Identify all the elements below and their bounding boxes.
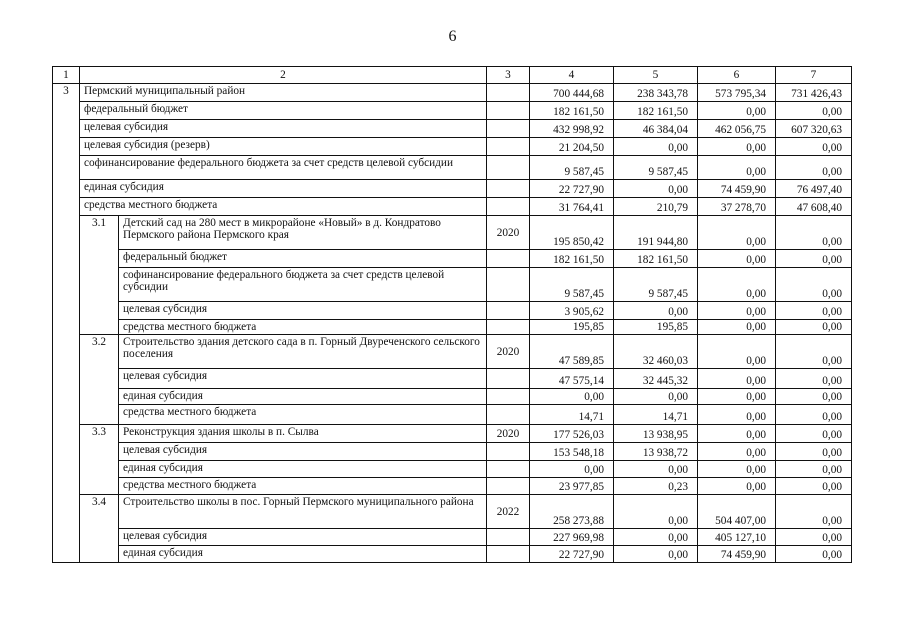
value-cell-v5: 191 944,80 — [614, 216, 698, 250]
value-cell-v5: 32 445,32 — [614, 369, 698, 389]
value-cell-v5: 0,00 — [614, 461, 698, 478]
value-cell-v7: 0,00 — [776, 156, 852, 180]
value-cell-v5: 13 938,72 — [614, 443, 698, 461]
value-cell-v5: 46 384,04 — [614, 120, 698, 138]
value-cell-v7: 76 497,40 — [776, 180, 852, 198]
funding-source-label: софинансирование федерального бюджета за счет средств целевой субсидии — [119, 268, 487, 302]
value-cell-v6: 0,00 — [698, 156, 776, 180]
section-source-row — [53, 198, 852, 216]
year-cell — [487, 250, 530, 268]
value-cell-v4: 195,85 — [530, 320, 614, 335]
header-cell: 1 — [53, 67, 80, 84]
value-cell-v4: 14,71 — [530, 405, 614, 425]
value-cell-v7: 731 426,43 — [776, 84, 852, 102]
section-source-row — [53, 102, 852, 120]
value-cell-v4: 177 526,03 — [530, 425, 614, 443]
year-cell — [487, 120, 530, 138]
header-cell: 2 — [80, 67, 487, 84]
value-cell-v6: 0,00 — [698, 138, 776, 156]
value-cell-v6: 0,00 — [698, 320, 776, 335]
value-cell-v5: 0,00 — [614, 529, 698, 546]
subsection-title-row — [53, 216, 852, 250]
year-cell — [487, 138, 530, 156]
budget-table — [52, 66, 852, 563]
value-cell-v7: 0,00 — [776, 495, 852, 529]
value-cell-v6: 37 278,70 — [698, 198, 776, 216]
subsection-source-row — [53, 250, 852, 268]
funding-source-label: целевая субсидия (резерв) — [80, 138, 487, 156]
funding-source-label: целевая субсидия — [119, 529, 487, 546]
value-cell-v5: 0,00 — [614, 302, 698, 320]
subsection-title-row — [53, 495, 852, 529]
subsection-source-row — [53, 320, 852, 335]
funding-source-label: целевая субсидия — [119, 443, 487, 461]
year-cell — [487, 461, 530, 478]
value-cell-v7: 0,00 — [776, 335, 852, 369]
value-cell-v7: 0,00 — [776, 529, 852, 546]
value-cell-v5: 0,00 — [614, 180, 698, 198]
year-cell: 2020 — [487, 335, 530, 369]
value-cell-v6: 0,00 — [698, 302, 776, 320]
value-cell-v7: 607 320,63 — [776, 120, 852, 138]
year-cell — [487, 156, 530, 180]
subsection-source-row — [53, 546, 852, 563]
value-cell-v6: 504 407,00 — [698, 495, 776, 529]
value-cell-v6: 0,00 — [698, 405, 776, 425]
value-cell-v5: 0,00 — [614, 495, 698, 529]
value-cell-v6: 0,00 — [698, 369, 776, 389]
year-cell — [487, 405, 530, 425]
funding-source-label: софинансирование федерального бюджета за счет средств целевой субсидии — [80, 156, 487, 180]
value-cell-v7: 0,00 — [776, 443, 852, 461]
value-cell-v7: 0,00 — [776, 546, 852, 563]
header-cell: 4 — [530, 67, 614, 84]
value-cell-v4: 700 444,68 — [530, 84, 614, 102]
value-cell-v4: 0,00 — [530, 389, 614, 405]
section-source-row — [53, 120, 852, 138]
year-cell — [487, 180, 530, 198]
subsection-source-row — [53, 369, 852, 389]
year-cell: 2020 — [487, 216, 530, 250]
value-cell-v7: 0,00 — [776, 389, 852, 405]
value-cell-v4: 22 727,90 — [530, 180, 614, 198]
value-cell-v7: 0,00 — [776, 405, 852, 425]
year-cell — [487, 102, 530, 120]
value-cell-v6: 74 459,90 — [698, 180, 776, 198]
value-cell-v7: 0,00 — [776, 425, 852, 443]
value-cell-v7: 0,00 — [776, 268, 852, 302]
subsection-index: 3.3 — [80, 425, 119, 495]
subsection-source-row — [53, 389, 852, 405]
value-cell-v7: 0,00 — [776, 461, 852, 478]
value-cell-v5: 210,79 — [614, 198, 698, 216]
value-cell-v5: 195,85 — [614, 320, 698, 335]
subsection-source-row — [53, 461, 852, 478]
budget-table-container — [52, 66, 852, 563]
funding-source-label: федеральный бюджет — [80, 102, 487, 120]
subsection-title-row — [53, 335, 852, 369]
value-cell-v6: 0,00 — [698, 335, 776, 369]
value-cell-v4: 153 548,18 — [530, 443, 614, 461]
funding-source-label: единая субсидия — [80, 180, 487, 198]
year-cell: 2020 — [487, 425, 530, 443]
funding-source-label: средства местного бюджета — [80, 198, 487, 216]
year-cell — [487, 320, 530, 335]
value-cell-v6: 0,00 — [698, 425, 776, 443]
table-body — [53, 67, 852, 563]
value-cell-v5: 14,71 — [614, 405, 698, 425]
year-cell — [487, 84, 530, 102]
value-cell-v6: 0,00 — [698, 478, 776, 495]
value-cell-v4: 23 977,85 — [530, 478, 614, 495]
value-cell-v5: 182 161,50 — [614, 102, 698, 120]
value-cell-v4: 432 998,92 — [530, 120, 614, 138]
value-cell-v6: 0,00 — [698, 461, 776, 478]
value-cell-v5: 13 938,95 — [614, 425, 698, 443]
year-cell — [487, 198, 530, 216]
year-cell — [487, 302, 530, 320]
value-cell-v6: 462 056,75 — [698, 120, 776, 138]
funding-source-label: средства местного бюджета — [119, 405, 487, 425]
value-cell-v4: 22 727,90 — [530, 546, 614, 563]
funding-source-label: федеральный бюджет — [119, 250, 487, 268]
value-cell-v7: 0,00 — [776, 216, 852, 250]
subsection-title: Строительство школы в пос. Горный Пермского муниципального района — [119, 495, 487, 529]
subsection-source-row — [53, 529, 852, 546]
value-cell-v5: 0,23 — [614, 478, 698, 495]
funding-source-label: целевая субсидия — [119, 302, 487, 320]
subsection-index: 3.2 — [80, 335, 119, 425]
value-cell-v4: 0,00 — [530, 461, 614, 478]
section-title-row — [53, 84, 852, 102]
section-source-row — [53, 156, 852, 180]
value-cell-v4: 258 273,88 — [530, 495, 614, 529]
year-cell — [487, 478, 530, 495]
value-cell-v7: 0,00 — [776, 320, 852, 335]
value-cell-v4: 182 161,50 — [530, 102, 614, 120]
subsection-title: Реконструкция здания школы в п. Сылва — [119, 425, 487, 443]
year-cell — [487, 389, 530, 405]
value-cell-v4: 31 764,41 — [530, 198, 614, 216]
subsection-title-row — [53, 425, 852, 443]
header-cell: 5 — [614, 67, 698, 84]
funding-source-label: целевая субсидия — [119, 369, 487, 389]
value-cell-v5: 182 161,50 — [614, 250, 698, 268]
value-cell-v5: 238 343,78 — [614, 84, 698, 102]
value-cell-v4: 47 575,14 — [530, 369, 614, 389]
header-row — [53, 67, 852, 84]
section-title: Пермский муниципальный район — [80, 84, 487, 102]
value-cell-v6: 0,00 — [698, 389, 776, 405]
value-cell-v5: 9 587,45 — [614, 156, 698, 180]
value-cell-v5: 32 460,03 — [614, 335, 698, 369]
year-cell — [487, 268, 530, 302]
value-cell-v4: 182 161,50 — [530, 250, 614, 268]
value-cell-v5: 0,00 — [614, 389, 698, 405]
header-cell: 6 — [698, 67, 776, 84]
year-cell — [487, 443, 530, 461]
value-cell-v7: 0,00 — [776, 138, 852, 156]
value-cell-v6: 0,00 — [698, 102, 776, 120]
value-cell-v7: 0,00 — [776, 302, 852, 320]
subsection-title: Строительство здания детского сада в п. Горный Двуреченского сельского поселения — [119, 335, 487, 369]
subsection-index: 3.1 — [80, 216, 119, 335]
funding-source-label: средства местного бюджета — [119, 478, 487, 495]
value-cell-v4: 9 587,45 — [530, 156, 614, 180]
funding-source-label: единая субсидия — [119, 461, 487, 478]
year-cell: 2022 — [487, 495, 530, 529]
value-cell-v7: 0,00 — [776, 250, 852, 268]
funding-source-label: единая субсидия — [119, 546, 487, 563]
funding-source-label: целевая субсидия — [80, 120, 487, 138]
value-cell-v7: 0,00 — [776, 478, 852, 495]
value-cell-v6: 74 459,90 — [698, 546, 776, 563]
subsection-index: 3.4 — [80, 495, 119, 563]
section-source-row — [53, 138, 852, 156]
header-cell: 3 — [487, 67, 530, 84]
page-number: 6 — [448, 28, 457, 45]
value-cell-v4: 195 850,42 — [530, 216, 614, 250]
year-cell — [487, 546, 530, 563]
value-cell-v4: 227 969,98 — [530, 529, 614, 546]
value-cell-v6: 0,00 — [698, 216, 776, 250]
value-cell-v6: 0,00 — [698, 268, 776, 302]
section-index: 3 — [53, 84, 80, 563]
value-cell-v6: 573 795,34 — [698, 84, 776, 102]
value-cell-v5: 0,00 — [614, 546, 698, 563]
section-source-row — [53, 180, 852, 198]
value-cell-v7: 0,00 — [776, 102, 852, 120]
year-cell — [487, 529, 530, 546]
value-cell-v5: 9 587,45 — [614, 268, 698, 302]
subsection-source-row — [53, 268, 852, 302]
subsection-source-row — [53, 443, 852, 461]
value-cell-v7: 47 608,40 — [776, 198, 852, 216]
value-cell-v6: 0,00 — [698, 250, 776, 268]
value-cell-v6: 0,00 — [698, 443, 776, 461]
header-cell: 7 — [776, 67, 852, 84]
funding-source-label: единая субсидия — [119, 389, 487, 405]
subsection-title: Детский сад на 280 мест в микрорайоне «Новый» в д. Кондратово Пермского района Пермского края — [119, 216, 487, 250]
subsection-source-row — [53, 302, 852, 320]
value-cell-v4: 21 204,50 — [530, 138, 614, 156]
funding-source-label: средства местного бюджета — [119, 320, 487, 335]
value-cell-v4: 3 905,62 — [530, 302, 614, 320]
value-cell-v6: 405 127,10 — [698, 529, 776, 546]
subsection-source-row — [53, 478, 852, 495]
value-cell-v5: 0,00 — [614, 138, 698, 156]
value-cell-v7: 0,00 — [776, 369, 852, 389]
subsection-source-row — [53, 405, 852, 425]
year-cell — [487, 369, 530, 389]
value-cell-v4: 9 587,45 — [530, 268, 614, 302]
value-cell-v4: 47 589,85 — [530, 335, 614, 369]
